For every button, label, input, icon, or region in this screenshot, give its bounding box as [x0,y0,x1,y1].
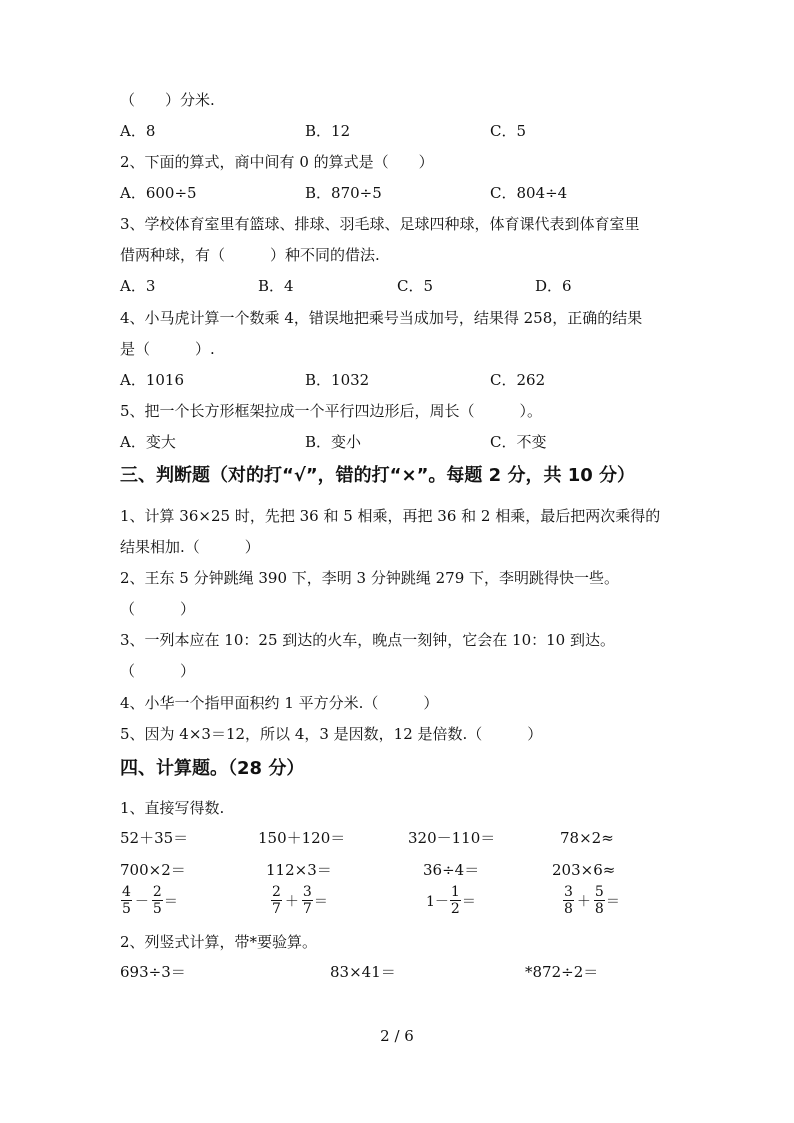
calc-item: 83×41＝ [330,963,396,981]
calc-item: *872÷2＝ [525,963,599,981]
section-3-heading: 三、判断题（对的打“√”，错的打“×”。每题 2 分，共 10 分） [120,465,636,486]
fraction: 4 5 [122,884,131,917]
page-number: 2 / 6 [380,1027,414,1045]
calc-item: 700×2＝ [120,861,186,879]
judge-1-line2: 结果相加.（ ） [120,538,260,556]
q5-option-b: B．变小 [305,433,362,451]
calc-item: 203×6≈ [552,861,616,879]
judge-5: 5、因为 4×3＝12，所以 4，3 是因数，12 是倍数.（ ） [120,725,543,743]
q3-option-a: A．3 [120,277,156,295]
fraction: 2 5 [152,884,162,917]
q5-option-a: A．变大 [120,433,176,451]
question-1-tail: （ ）分米. [120,91,215,109]
question-3-line2: 借两种球，有（ ）种不同的借法. [120,246,380,264]
q2-option-c: C．804÷4 [490,184,568,202]
calc-sub-2: 2、列竖式计算，带*要验算。 [120,933,318,951]
calc-sub-1: 1、直接写得数. [120,799,225,817]
q3-option-d: D．6 [535,277,572,295]
judge-3-line1: 3、一列本应在 10：25 到达的火车，晚点一刻钟，它会在 10：10 到达。 [120,631,615,649]
q3-option-b: B．4 [258,277,294,295]
fraction: 1 2 [450,884,460,917]
question-4-line1: 4、小马虎计算一个数乘 4，错误地把乘号当成加号，结果得 258，正确的结果 [120,309,643,327]
calc-item: 320－110＝ [408,829,496,847]
fraction-expression: 2 7 ＋ 3 7 ＝ [272,884,328,917]
judge-2-line1: 2、王东 5 分钟跳绳 390 下，李明 3 分钟跳绳 279 下，李明跳得快一些。 [120,569,620,587]
fraction-expression: 3 8 ＋ 5 8 ＝ [564,884,620,917]
calc-item: 36÷4＝ [423,861,480,879]
question-3-line1: 3、学校体育室里有篮球、排球、羽毛球、足球四种球，体育课代表到体育室里 [120,215,640,233]
q3-option-c: C．5 [397,277,434,295]
judge-2-line2: （ ） [120,600,196,618]
q4-option-b: B．1032 [305,371,370,389]
section-4-heading: 四、计算题。（28 分） [120,758,305,779]
judge-1-line1: 1、计算 36×25 时，先把 36 和 5 相乘，再把 36 和 2 相乘，最后把两次乘得的 [120,507,661,525]
q1-option-a: A．8 [120,122,156,140]
fraction-expression: 4 5 － 2 5 ＝ [122,884,178,917]
judge-3-line2: （ ） [120,662,196,680]
q1-option-b: B．12 [305,122,351,140]
question-4-line2: 是（ ）. [120,340,215,358]
fraction: 2 7 [272,884,281,917]
calc-item: 52＋35＝ [120,829,189,847]
calc-item: 78×2≈ [560,829,614,847]
calc-item: 693÷3＝ [120,963,186,981]
question-2: 2、下面的算式，商中间有 0 的算式是（ ） [120,153,434,171]
calc-item: 150＋120＝ [258,829,346,847]
q2-option-a: A．600÷5 [120,184,197,202]
calc-item: 112×3＝ [266,861,332,879]
q2-option-b: B．870÷5 [305,184,382,202]
judge-4: 4、小华一个指甲面积约 1 平方分米.（ ） [120,694,439,712]
question-5: 5、把一个长方形框架拉成一个平行四边形后，周长（ ）。 [120,402,543,420]
q4-option-c: C．262 [490,371,546,389]
fraction: 5 8 [594,884,604,917]
fraction: 3 7 [302,884,312,917]
q1-option-c: C．5 [490,122,527,140]
q4-option-a: A．1016 [120,371,185,389]
fraction-expression: 1－ 1 2 ＝ [426,884,476,917]
fraction: 3 8 [564,884,573,917]
q5-option-c: C．不变 [490,433,547,451]
